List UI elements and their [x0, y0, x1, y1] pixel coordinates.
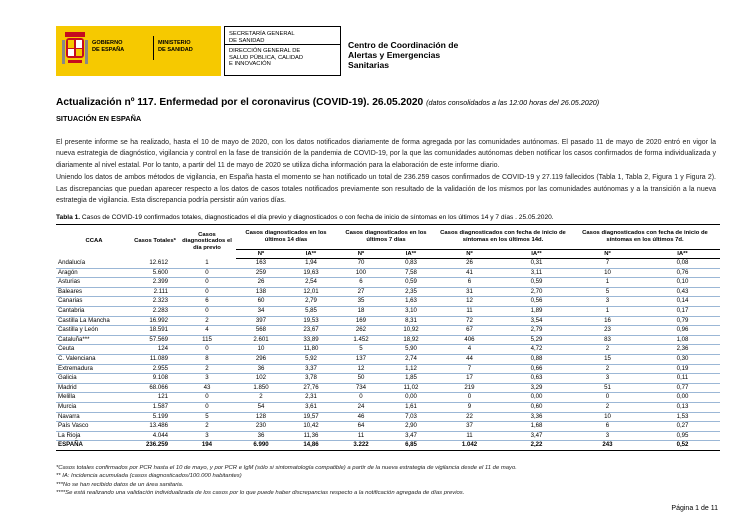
- page-number: Página 1 de 11: [671, 505, 718, 512]
- cell-n-7d: 64: [357, 422, 365, 430]
- cell-ccaa: Melilla: [58, 393, 76, 401]
- total-previo: 194: [201, 441, 213, 449]
- table-row: [56, 297, 720, 307]
- cell-ccaa: Castilla y León: [58, 326, 98, 334]
- cell-previo: 0: [205, 306, 209, 314]
- cell-n-7d: 24: [357, 402, 365, 410]
- cell-n-sint-14d: 26: [466, 259, 473, 266]
- table-row: [56, 402, 720, 412]
- cell-n-14d: 138: [255, 287, 267, 295]
- cell-ia-sint-7d: 0,76: [676, 268, 689, 276]
- cell-n-14d: 1.850: [253, 383, 269, 391]
- cell-previo: 2: [205, 422, 209, 430]
- cell-previo: 0: [205, 287, 209, 295]
- government-label: GOBIERNO DE ESPAÑA: [92, 40, 125, 53]
- col-header-n: Nº: [570, 250, 645, 259]
- cell-n-14d: 128: [255, 412, 267, 420]
- col-header-14d: Casos diagnosticados en los últimos 14 días: [236, 225, 336, 250]
- cell-n-7d: 734: [355, 383, 367, 391]
- cell-ia-sint-14d: 2,70: [530, 287, 543, 295]
- cell-ccaa: País Vasco: [58, 422, 89, 430]
- cell-ia-14d: 2,79: [305, 297, 317, 305]
- cell-n-sint-14d: 37: [466, 422, 473, 430]
- cell-ia-7d: 18,92: [403, 335, 419, 343]
- cell-n-14d: 163: [255, 259, 267, 266]
- cell-n-7d: 11: [357, 431, 365, 439]
- footnote: ** IA: Incidencia acumulada (casos diagnosticados/100.000 habitantes): [56, 473, 242, 480]
- cell-n-sint-14d: 44: [466, 354, 473, 362]
- cell-ia-14d: 3,37: [305, 364, 317, 372]
- cell-ia-sint-7d: 0,13: [676, 402, 689, 410]
- cell-ia-sint-7d: 0,95: [676, 431, 689, 439]
- cell-previo: 0: [205, 278, 209, 286]
- cell-n-sint-14d: 12: [466, 297, 473, 305]
- cell-n-7d: 18: [357, 306, 365, 314]
- cell-n-sint-14d: 4: [467, 345, 472, 353]
- cell-ccaa: Castilla La Mancha: [58, 316, 110, 324]
- cell-previo: 0: [205, 268, 209, 276]
- cell-ia-sint-7d: 2,36: [676, 345, 689, 353]
- cell-n-7d: 70: [357, 259, 365, 266]
- cell-ia-sint-14d: 0,59: [530, 278, 543, 286]
- ministry-label: MINISTERIO DE SANIDAD: [158, 40, 193, 53]
- cell-previo: 0: [205, 393, 209, 401]
- cell-n-sint-14d: 9: [467, 402, 472, 410]
- cell-ia-sint-14d: 3,54: [530, 316, 543, 324]
- cell-ia-14d: 2,31: [305, 393, 317, 401]
- cell-ia-7d: 10,92: [403, 326, 419, 334]
- cell-ia-sint-14d: 3,47: [530, 431, 543, 439]
- col-header-sint-14d: Casos diagnosticados con fecha de inicio de síntomas en los últimos 14d.: [436, 225, 570, 250]
- cell-ia-sint-14d: 3,36: [530, 412, 543, 420]
- table-row: [56, 374, 720, 384]
- cell-n-14d: 296: [255, 354, 267, 362]
- col-header-sint-7d: Casos diagnosticados con fecha de inicio de síntomas en los últimos 7d.: [570, 225, 720, 250]
- cell-n-14d: 36: [257, 364, 265, 372]
- cell-ia-14d: 19,57: [303, 412, 319, 420]
- cell-ia-sint-7d: 0,14: [676, 297, 689, 305]
- cell-previo: 3: [205, 431, 209, 439]
- cell-ccaa: Asturias: [58, 278, 81, 286]
- table-row: [56, 431, 720, 441]
- cell-n-sint-14d: 41: [466, 268, 473, 276]
- cell-total: 5.600: [152, 268, 168, 276]
- cell-n-7d: 169: [355, 316, 367, 324]
- table-total-row: [56, 441, 720, 451]
- cell-ia-sint-7d: 0,96: [676, 326, 689, 334]
- intro-text: [56, 137, 716, 206]
- cell-n-7d: 35: [357, 297, 365, 305]
- cell-n-sint-14d: 22: [466, 412, 473, 420]
- cell-ia-sint-14d: 0,63: [530, 374, 543, 382]
- cell-previo: 0: [205, 345, 209, 353]
- total-n-sint-7d: 243: [602, 441, 613, 449]
- cell-ia-7d: 7,03: [405, 412, 417, 420]
- cell-total: 2.955: [152, 364, 168, 372]
- cell-ia-sint-14d: 1,68: [530, 422, 543, 430]
- cell-n-14d: 259: [255, 268, 267, 276]
- cell-previo: 8: [205, 354, 209, 362]
- cell-n-sint-14d: 219: [464, 383, 475, 391]
- cell-n-14d: 54: [257, 402, 265, 410]
- cell-n-sint-7d: 3: [605, 374, 610, 382]
- cell-n-7d: 0: [359, 393, 363, 401]
- cell-n-sint-7d: 51: [604, 383, 611, 391]
- table-row: [56, 412, 720, 422]
- coat-of-arms-icon: [62, 30, 88, 70]
- col-header-ia: IA**: [645, 250, 720, 259]
- cell-n-14d: 2.601: [253, 335, 269, 343]
- cell-ia-14d: 1,94: [305, 259, 317, 266]
- cell-ia-sint-14d: 3,29: [530, 383, 543, 391]
- cell-ia-7d: 8,31: [405, 316, 417, 324]
- table-row: [56, 364, 720, 374]
- cell-n-sint-14d: 11: [466, 306, 473, 314]
- cell-ia-sint-7d: 1,53: [676, 412, 689, 420]
- cell-n-7d: 12: [357, 364, 365, 372]
- cell-ia-sint-7d: 0,10: [676, 278, 689, 286]
- cell-total: 12.612: [149, 258, 168, 266]
- table-row: [56, 316, 720, 326]
- table-row: [56, 422, 720, 432]
- cell-n-14d: 26: [257, 278, 265, 286]
- cell-n-sint-7d: 0: [605, 393, 610, 401]
- table-row: [56, 306, 720, 316]
- cell-n-7d: 262: [355, 326, 367, 334]
- cell-ia-sint-7d: 0,17: [676, 306, 689, 314]
- cell-n-sint-7d: 16: [604, 316, 611, 324]
- cell-ia-sint-7d: 0,79: [676, 316, 689, 324]
- cell-total: 2.323: [152, 297, 168, 305]
- cell-total: 4.044: [152, 431, 168, 439]
- cell-ia-14d: 3,78: [305, 374, 317, 382]
- secretaria-label: SECRETARÍA GENERAL DE SANIDAD: [229, 31, 295, 44]
- cell-n-sint-14d: 31: [466, 287, 473, 295]
- cell-n-sint-7d: 1: [605, 278, 610, 286]
- cell-n-7d: 100: [355, 268, 367, 276]
- direccion-label: DIRECCIÓN GENERAL DE SALUD PÚBLICA, CALIDAD E INNOVACIÓN: [229, 48, 304, 68]
- table-row: [56, 259, 720, 269]
- cell-ccaa: Canarias: [58, 297, 83, 305]
- report-title: Actualización nº 117. Enfermedad por el coronavirus (COVID-19). 26.05.2020 (datos consolidados a las 12:00 horas del 26.05.2020): [56, 97, 600, 108]
- intro-paragraph: Uniendo los datos de ambos métodos de vigilancia, en España hasta el momento se han notificado un total de 236.259 casos confirmados de COVID-19 y 27.119 fallecidos (Tabla 1, Tabla 2, Figura 1 y Figura 2). Las discrepancias que puedan aparecer respecto a los datos de casos totales notificados previamente son resultado de la validación de los mismos por las comunidades autónomas y a la transición a la nueva estrategia de vigilancia. Esta discrepancia podría persistir aún varios días.: [56, 174, 716, 205]
- cell-total: 5.199: [152, 412, 168, 420]
- footnote: ****Se está realizando una validación individualizada de los casos por lo que puede haber discrepancias respecto a la notificación agregada de días previos.: [56, 490, 465, 497]
- cell-ia-14d: 19,63: [303, 268, 319, 276]
- total-n-14d: 6.990: [253, 441, 269, 449]
- cell-ia-sint-14d: 1,89: [530, 306, 543, 314]
- cell-ia-sint-7d: 1,08: [676, 335, 689, 343]
- col-header-n: Nº: [336, 250, 386, 259]
- cell-ccaa: Baleares: [58, 287, 83, 295]
- cell-ccaa: Ceuta: [58, 345, 75, 353]
- col-header-total: Casos Totales*: [132, 225, 178, 259]
- cell-n-sint-14d: 11: [466, 431, 473, 439]
- cell-ia-7d: 1,12: [405, 364, 417, 372]
- cell-n-14d: 10: [257, 345, 265, 353]
- cell-ia-7d: 1,61: [405, 402, 417, 410]
- col-header-ia: IA**: [503, 250, 570, 259]
- cell-previo: 43: [203, 383, 211, 391]
- cell-ia-sint-7d: 0,11: [676, 374, 689, 382]
- cell-ia-14d: 23,67: [303, 326, 319, 334]
- cell-total: 68.066: [149, 383, 168, 391]
- cell-ia-sint-7d: 0,77: [676, 383, 689, 391]
- cell-ia-sint-14d: 0,88: [530, 354, 543, 362]
- cell-n-sint-7d: 15: [604, 354, 611, 362]
- cell-previo: 2: [205, 316, 209, 324]
- cell-n-sint-7d: 2: [605, 364, 610, 372]
- total-ia-7d: 6,85: [405, 441, 417, 449]
- cell-ia-7d: 7,58: [405, 268, 417, 276]
- cell-ccaa: C. Valenciana: [58, 354, 96, 362]
- total-ia-14d: 14,86: [303, 441, 319, 449]
- table-row: [56, 278, 720, 288]
- cell-ia-7d: 3,47: [405, 431, 417, 439]
- cell-n-14d: 102: [255, 374, 267, 382]
- cell-ia-7d: 11,02: [403, 383, 419, 391]
- cell-total: 2.283: [152, 306, 168, 314]
- cell-ia-sint-14d: 4,72: [530, 345, 543, 353]
- footnote: *Casos totales confirmados por PCR hasta el 10 de mayo, y por PCR e IgM (sólo si sintomatología compatible) a partir de la nueva estrategia de vigilancia desde el 11 de mayo.: [56, 465, 517, 471]
- cell-n-7d: 46: [357, 412, 365, 420]
- cell-ia-7d: 1,85: [405, 374, 417, 382]
- cell-total: 13.486: [149, 422, 168, 430]
- cell-ia-sint-14d: 3,11: [530, 268, 543, 276]
- cell-ia-7d: 2,35: [405, 287, 417, 295]
- cell-n-sint-7d: 83: [604, 335, 611, 343]
- cell-n-sint-7d: 2: [605, 345, 610, 353]
- cell-ia-sint-14d: 0,56: [530, 297, 543, 305]
- cell-n-sint-14d: 6: [467, 278, 472, 286]
- cell-ia-7d: 2,74: [405, 354, 417, 362]
- cell-n-sint-14d: 17: [466, 374, 473, 382]
- cell-ccaa: Cantabria: [58, 306, 85, 314]
- col-header-ia: IA**: [286, 250, 336, 259]
- cell-n-7d: 1.452: [353, 335, 369, 343]
- cell-n-sint-7d: 23: [604, 326, 611, 334]
- intro-paragraph: El presente informe se ha realizado, hasta el 10 de mayo de 2020, con los datos notificados diariamente de forma agregada por las comunidades autónomas. El pasado 11 de mayo de 2020 entró en vigor la nueva estrategia de diagnóstico, vigilancia y control en la fase de transición de la pandemia de COVID-19, por la que las comunidades autónomas deben notificar los casos confirmados de forma individualizada y diariamente al nivel estatal. Por lo tanto, a partir del 11 de mayo de 2020 se utiliza dicha información para la elaboración de este informe diario.: [56, 139, 716, 169]
- cell-total: 9.108: [152, 374, 168, 382]
- cell-n-sint-7d: 10: [604, 412, 611, 420]
- cell-n-sint-14d: 7: [467, 364, 472, 372]
- cell-ia-14d: 11,80: [303, 345, 319, 353]
- department-box: [224, 26, 341, 76]
- table-row: [56, 345, 720, 355]
- cell-n-sint-14d: 67: [466, 326, 473, 334]
- report-title-note: (datos consolidados a las 12:00 horas del 26.05.2020): [426, 98, 600, 107]
- cell-ia-sint-14d: 0,60: [530, 402, 543, 410]
- cell-ia-7d: 1,63: [405, 297, 417, 305]
- col-header-ccaa: CCAA: [56, 225, 132, 259]
- cell-ccaa: Cataluña***: [58, 335, 90, 343]
- cell-ia-sint-7d: 0,27: [676, 422, 689, 430]
- total-total: 236.259: [145, 441, 168, 449]
- cell-previo: 6: [205, 297, 209, 305]
- cell-n-14d: 34: [257, 306, 265, 314]
- cell-total: 57.569: [149, 335, 168, 343]
- cell-n-sint-7d: 1: [605, 306, 610, 314]
- cell-ia-sint-14d: 0,66: [530, 364, 543, 372]
- cell-n-14d: 397: [255, 316, 267, 324]
- cell-n-sint-14d: 406: [464, 335, 475, 343]
- cell-n-sint-7d: 2: [605, 402, 610, 410]
- cell-previo: 115: [202, 335, 212, 343]
- cell-ia-sint-7d: 0,30: [676, 354, 689, 362]
- cell-previo: 2: [205, 364, 209, 372]
- cell-n-14d: 568: [255, 326, 267, 334]
- col-header-previo: Casos diagnosticados el día previo: [178, 225, 236, 259]
- cell-ia-7d: 3,10: [405, 306, 417, 314]
- table-row: [56, 287, 720, 297]
- total-ia-sint-7d: 0,52: [676, 441, 689, 449]
- col-header-7d: Casos diagnosticados en los últimos 7 días: [336, 225, 436, 250]
- cell-n-14d: 230: [255, 422, 267, 430]
- table-row: [56, 268, 720, 278]
- cell-total: 2.111: [153, 287, 168, 295]
- cell-ccaa: Andalucía: [58, 258, 86, 266]
- cell-n-sint-7d: 5: [605, 287, 610, 295]
- cell-n-7d: 6: [359, 278, 363, 286]
- cell-ia-14d: 3,61: [305, 402, 317, 410]
- cell-previo: 1: [205, 258, 209, 266]
- cell-ia-sint-7d: 0,19: [676, 364, 689, 372]
- cell-ia-14d: 11,36: [303, 431, 319, 439]
- col-header-n: Nº: [436, 250, 503, 259]
- footnotes: [56, 464, 517, 498]
- cell-ia-14d: 12,01: [303, 287, 319, 295]
- cell-ia-7d: 0,00: [405, 393, 417, 401]
- cell-n-14d: 36: [257, 431, 265, 439]
- total-n-7d: 3.222: [353, 441, 369, 449]
- cell-total: 16.992: [149, 316, 168, 324]
- cell-ia-7d: 5,90: [405, 345, 417, 353]
- footnote: ***No se han recibido datos de un área sanitaria.: [56, 481, 184, 488]
- cell-previo: 4: [205, 326, 209, 334]
- cell-total: 11.089: [149, 354, 168, 362]
- cell-ia-14d: 33,89: [303, 335, 319, 343]
- cell-n-sint-14d: 0: [467, 393, 472, 401]
- cell-total: 121: [157, 393, 168, 401]
- cell-n-sint-7d: 7: [605, 259, 610, 266]
- document-header: [56, 18, 696, 90]
- col-header-ia: IA**: [386, 250, 436, 259]
- cell-n-sint-14d: 72: [466, 316, 473, 324]
- table-row: [56, 383, 720, 393]
- cell-ccaa: Navarra: [58, 412, 80, 420]
- table-row: [56, 393, 720, 403]
- cell-previo: 3: [205, 374, 209, 382]
- cell-n-7d: 137: [355, 354, 367, 362]
- cell-n-sint-7d: 6: [605, 422, 610, 430]
- cell-ccaa: La Rioja: [58, 431, 81, 439]
- cell-ia-14d: 5,85: [305, 306, 317, 314]
- cell-ia-14d: 5,92: [305, 354, 317, 362]
- cell-total: 124: [157, 345, 168, 353]
- cell-ia-14d: 27,76: [303, 383, 319, 391]
- cell-total: 1.587: [152, 402, 168, 410]
- cell-ia-7d: 2,90: [405, 422, 417, 430]
- total-n-sint-14d: 1.042: [461, 441, 478, 449]
- cell-total: 2.399: [152, 278, 168, 286]
- cell-ia-sint-7d: 0,00: [676, 393, 689, 401]
- cell-ia-14d: 10,42: [303, 422, 319, 430]
- table-caption: Tabla 1. Casos de COVID-19 confirmados totales, diagnosticados el día previo y diagnosticados o con fecha de inicio de síntomas en los últimos 14 y 7 días . 25.05.2020.: [56, 214, 554, 221]
- government-logo: [56, 26, 221, 76]
- cell-ia-7d: 0,83: [405, 259, 417, 266]
- cell-n-sint-7d: 3: [605, 297, 610, 305]
- table-row: [56, 326, 720, 336]
- col-header-n: Nº: [236, 250, 286, 259]
- cell-ia-7d: 0,59: [405, 278, 417, 286]
- cell-ia-sint-14d: 5,29: [530, 335, 543, 343]
- cell-previo: 5: [205, 412, 209, 420]
- cell-ia-14d: 2,54: [305, 278, 317, 286]
- ccaes-title: Centro de Coordinación de Alertas y Emergencias Sanitarias: [348, 40, 459, 70]
- section-subtitle: SITUACIÓN EN ESPAÑA: [56, 114, 142, 123]
- total-ia-sint-14d: 2,22: [530, 441, 543, 449]
- cell-n-14d: 2: [259, 393, 263, 401]
- cases-table: [56, 224, 720, 451]
- cell-n-7d: 50: [357, 374, 365, 382]
- cell-n-7d: 27: [357, 287, 365, 295]
- cell-previo: 0: [205, 402, 209, 410]
- cell-ccaa: Galicia: [58, 374, 77, 382]
- cell-n-7d: 5: [359, 345, 363, 353]
- total-ccaa: ESPAÑA: [58, 441, 83, 449]
- cell-ia-14d: 19,53: [303, 316, 319, 324]
- cell-ia-sint-7d: 0,08: [676, 259, 689, 266]
- cell-ccaa: Aragón: [58, 268, 78, 276]
- cell-ccaa: Madrid: [58, 383, 77, 391]
- table-row: [56, 354, 720, 364]
- cell-n-14d: 60: [257, 297, 265, 305]
- cell-n-sint-7d: 10: [604, 268, 611, 276]
- cell-total: 18.591: [149, 326, 168, 334]
- cell-ia-sint-14d: 2,79: [530, 326, 543, 334]
- cell-ccaa: Murcia: [58, 402, 77, 410]
- table-row: [56, 335, 720, 345]
- cell-n-sint-7d: 3: [605, 431, 610, 439]
- cell-ccaa: Extremadura: [58, 364, 93, 372]
- cell-ia-sint-7d: 0,43: [676, 287, 689, 295]
- cell-ia-sint-14d: 0,31: [530, 259, 543, 266]
- cell-ia-sint-14d: 0,00: [530, 393, 543, 401]
